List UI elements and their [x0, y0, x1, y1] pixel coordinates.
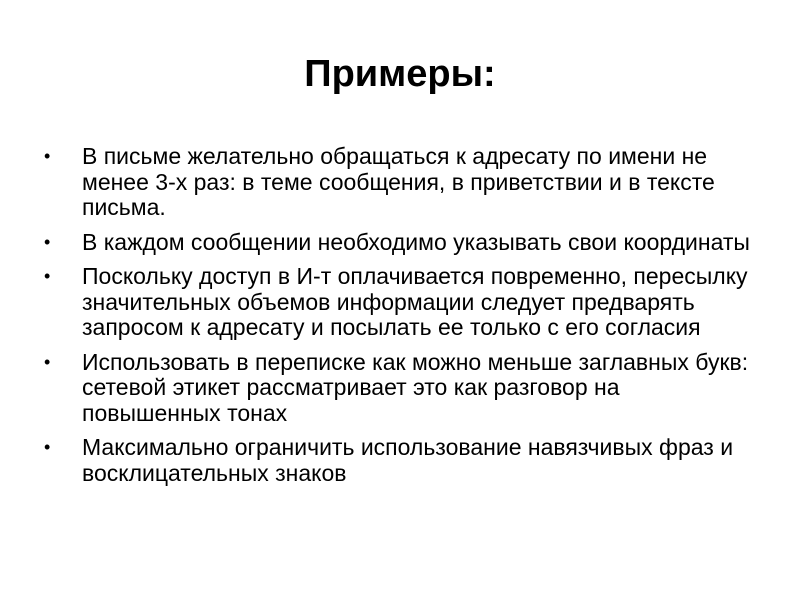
bullet-item: [44, 264, 764, 341]
bullet-text: В каждом сообщении необходимо указывать свои координаты: [82, 228, 750, 255]
bullet-item: [44, 230, 764, 256]
bullet-dot-icon: •: [44, 231, 51, 252]
bullet-item: [44, 350, 764, 427]
bullet-dot-icon: •: [44, 437, 51, 457]
bullet-text: Максимально ограничить использование навязчивых фраз и восклицательных знаков: [82, 434, 734, 486]
bullet-list: [44, 144, 764, 495]
bullet-text: Поскольку доступ в И-т оплачивается повременно, пересылку значительных объемов информации следует предварять запросом к адресату и посылать ее только с его согласия: [82, 263, 748, 340]
bullet-dot-icon: •: [44, 351, 51, 372]
bullet-item: [44, 435, 764, 486]
bullet-dot-icon: •: [44, 146, 51, 166]
slide-title: Примеры:: [304, 53, 496, 95]
bullet-text: Использовать в переписке как можно меньше заглавных букв: сетевой этикет рассматривает это как разговор на повышенных тонах: [82, 348, 749, 426]
bullet-dot-icon: •: [44, 266, 51, 286]
bullet-item: [44, 144, 764, 221]
bullet-text: В письме желательно обращаться к адресату по имени не менее 3-х раз: в теме сообщения, в приветствии и в тексте письма.: [82, 143, 715, 220]
